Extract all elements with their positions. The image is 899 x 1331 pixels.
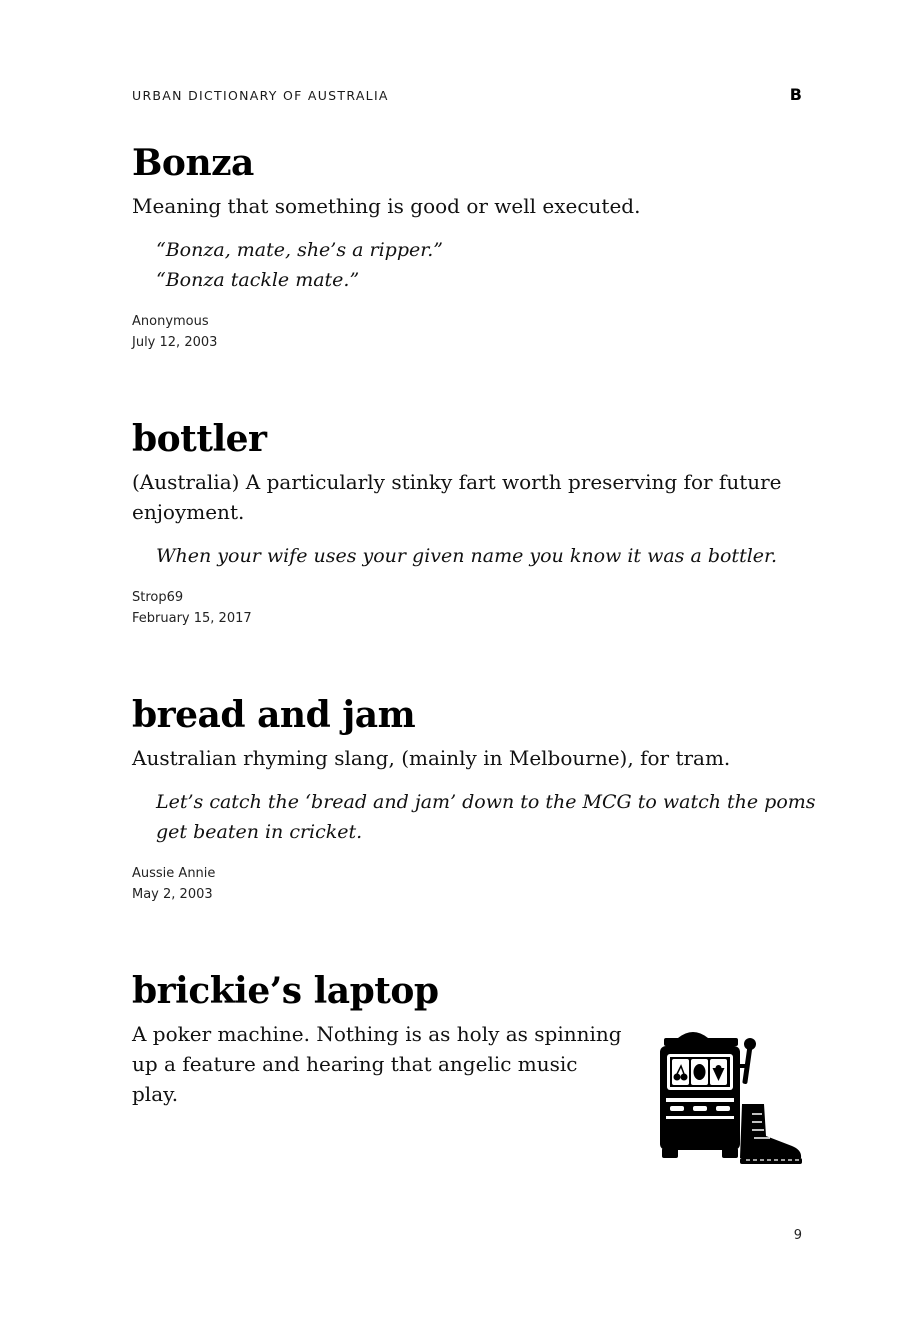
work-boot-icon [740,1104,802,1164]
section-letter: B [789,85,802,104]
entry-examples [156,235,802,295]
entry-meta [132,587,802,629]
entry-headword: brickie’s laptop [132,970,439,1012]
entry-author: Strop69 [132,590,184,605]
entry-meta [132,863,802,905]
page-number: 9 [793,1228,802,1243]
entry-date: July 12, 2003 [132,335,218,350]
entry-examples [156,787,816,847]
entry-example: “Bonza, mate, she’s a ripper.” [156,239,443,261]
entry-illustration [656,1024,804,1166]
entry-definition: Meaning that something is good or well executed. [132,194,641,218]
entry-date: February 15, 2017 [132,611,252,626]
dictionary-entry [132,141,802,353]
entry-author: Aussie Annie [132,866,216,881]
entry-example: “Bonza tackle mate.” [156,269,360,291]
entry-headword: bread and jam [132,694,416,736]
entry-examples [156,541,802,571]
entry-definition: Australian rhyming slang, (mainly in Melbourne), for tram. [132,746,731,770]
dictionary-entry [132,417,802,629]
dictionary-entry [132,693,816,905]
entry-meta [132,311,802,353]
entry-definition: A poker machine. Nothing is as holy as spinning up a feature and hearing that angelic music play. [132,1022,622,1106]
entry-headword: Bonza [132,142,254,184]
entry-headword: bottler [132,418,267,460]
entry-author: Anonymous [132,314,209,329]
illustration-svg [656,1024,804,1166]
entry-definition: (Australia) A particularly stinky fart worth preserving for future enjoyment. [132,470,782,524]
running-title: URBAN DICTIONARY OF AUSTRALIA [132,88,389,103]
entry-example: Let’s catch the ‘bread and jam’ down to the MCG to watch the poms get beaten in cricket. [156,791,816,843]
entry-example: When your wife uses your given name you know it was a bottler. [156,545,778,567]
entry-date: May 2, 2003 [132,887,213,902]
